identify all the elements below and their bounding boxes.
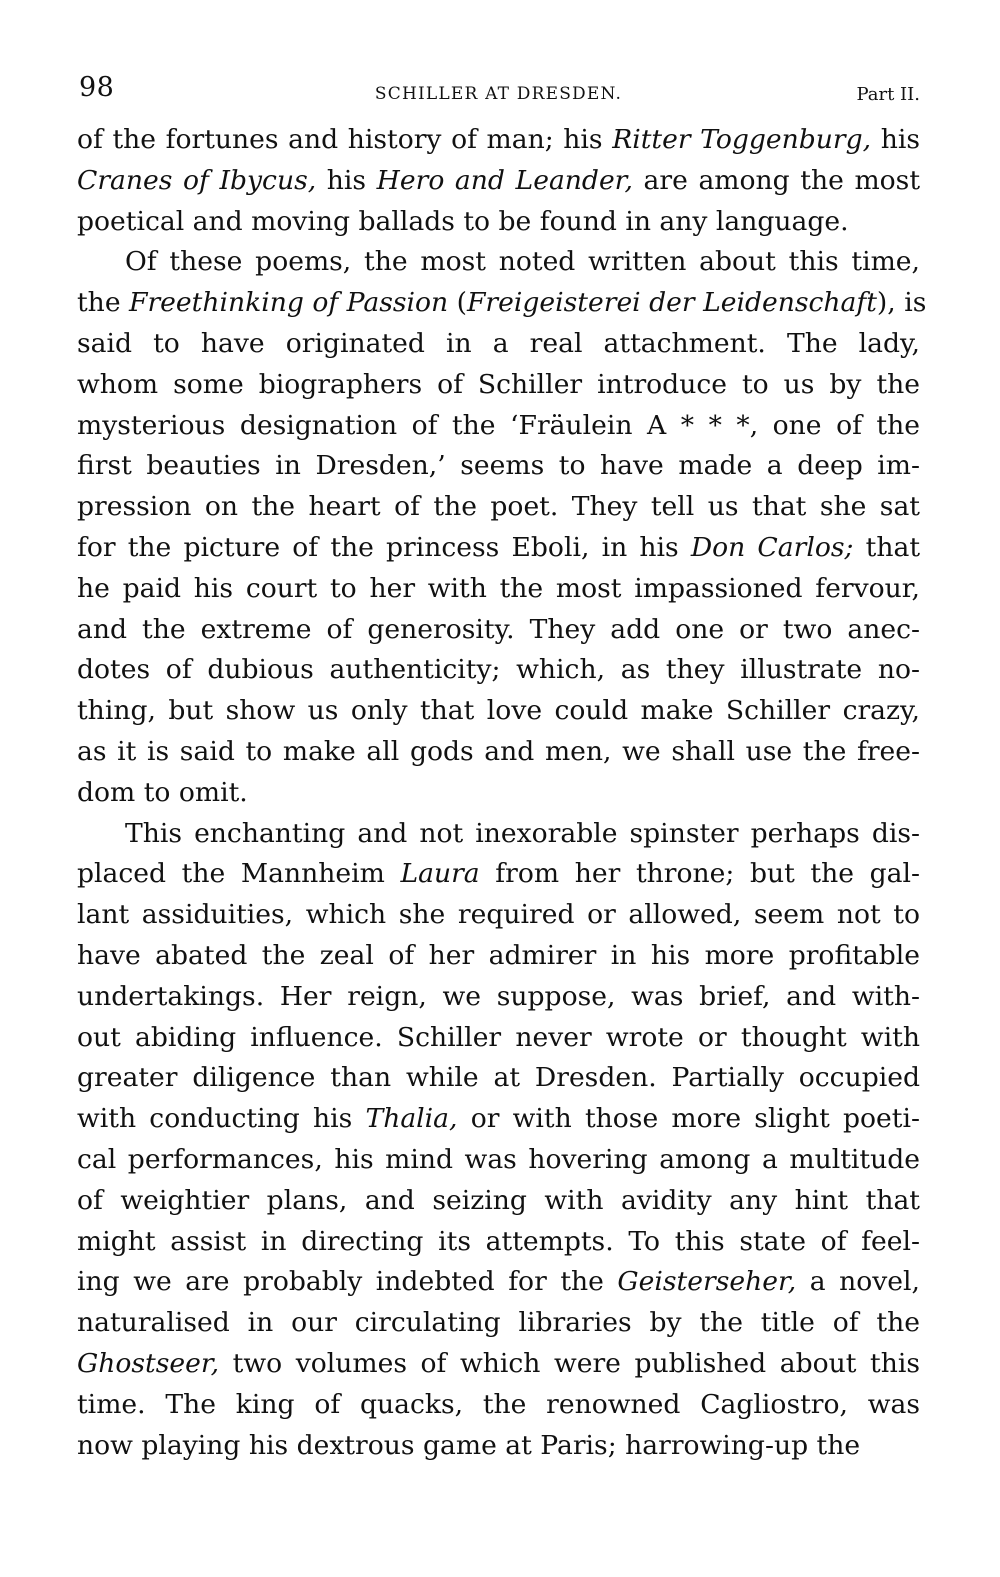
text-run: as it is said to make all gods and men, we shall use the free-	[77, 735, 920, 767]
text-run: placed the Mannheim	[77, 858, 401, 890]
part-label: Part II.	[856, 84, 920, 105]
text-run: Of these poems, the most noted written about this time,	[125, 246, 920, 278]
text-line	[77, 732, 920, 773]
paragraph	[77, 242, 927, 813]
paragraph	[77, 120, 920, 242]
page-number: 98	[79, 72, 115, 103]
text-run: of weightier plans, and seizing with avidity any hint that	[77, 1184, 920, 1216]
text-line	[77, 1140, 920, 1181]
text-run: pression on the heart of the poet. They tell us that she sat	[77, 491, 920, 523]
text-run: might assist in directing its attempts. To this state of feel-	[77, 1225, 920, 1257]
text-run: a novel,	[796, 1266, 920, 1298]
text-line	[77, 446, 920, 487]
text-run: ), is	[876, 287, 927, 319]
text-line	[77, 528, 920, 569]
italic-title: Cranes of Ibycus,	[77, 164, 317, 196]
italic-title: Ghostseer,	[77, 1347, 220, 1379]
text-line	[77, 202, 920, 243]
text-run: with conducting his	[77, 1103, 366, 1135]
paragraph	[77, 814, 920, 1467]
text-run: of the fortunes and history of man; his	[77, 124, 613, 155]
text-line	[77, 773, 920, 814]
text-line	[77, 1181, 920, 1222]
text-run: his	[316, 164, 377, 196]
text-line	[77, 242, 920, 283]
text-run: (	[448, 287, 467, 319]
text-run: dotes of dubious authenticity; which, as they illustrate no-	[77, 654, 920, 686]
text-run: said to have originated in a real attachment. The lady,	[77, 327, 920, 359]
text-line	[77, 895, 920, 936]
text-run: his	[871, 124, 920, 155]
text-line	[77, 324, 920, 365]
text-line	[77, 283, 927, 324]
text-run: poetical and moving ballads to be found in any language.	[77, 205, 849, 237]
text-run: and the extreme of generosity. They add one or two anec-	[77, 613, 920, 645]
book-page	[77, 72, 927, 1466]
text-run: are among the most	[632, 164, 921, 196]
text-line	[77, 936, 920, 977]
text-line	[77, 120, 920, 161]
text-run: from her throne; but the gal-	[479, 858, 920, 890]
text-run: undertakings. Her reign, we suppose, was brief, and with-	[77, 980, 920, 1012]
text-run: or with those more slight poeti-	[457, 1103, 920, 1135]
text-run: dom to omit.	[77, 776, 248, 808]
text-line	[77, 1303, 920, 1344]
text-line	[77, 1222, 920, 1263]
running-title: SCHILLER AT DRESDEN.	[374, 84, 623, 104]
text-run: thing, but show us only that love could make Schiller crazy,	[77, 695, 920, 727]
text-line	[77, 569, 920, 610]
text-run: lant assiduities, which she required or allowed, seem not to	[77, 899, 920, 931]
text-run: two volumes of which were published about this	[219, 1347, 920, 1379]
text-run: out abiding influence. Schiller never wrote or thought with	[77, 1021, 920, 1053]
italic-title: Don Carlos;	[690, 531, 854, 563]
text-line	[77, 161, 920, 202]
text-line	[77, 977, 920, 1018]
text-line	[77, 1344, 920, 1385]
text-line	[77, 650, 920, 691]
text-run: have abated the zeal of her admirer in his more profitable	[77, 939, 920, 971]
text-line	[77, 691, 920, 732]
text-line	[77, 854, 920, 895]
text-line	[77, 814, 920, 855]
text-line	[77, 1099, 920, 1140]
text-run: for the picture of the princess Eboli, in his	[77, 531, 691, 563]
text-run: greater diligence than while at Dresden. Partially occupied	[77, 1062, 920, 1094]
running-header	[77, 72, 920, 120]
text-run: the	[77, 287, 130, 319]
text-run: This enchanting and not inexorable spinster perhaps dis-	[125, 817, 920, 849]
text-line	[77, 1262, 920, 1303]
italic-title: Hero and Leander,	[376, 164, 633, 196]
text-run: ing we are probably indebted for the	[77, 1266, 618, 1298]
text-line	[77, 1426, 920, 1467]
text-run: he paid his court to her with the most impassioned fervour,	[77, 572, 920, 604]
text-run: first beauties in Dresden,’ seems to have made a deep im-	[77, 450, 920, 482]
text-line	[77, 365, 920, 406]
body-text	[77, 120, 927, 1466]
italic-title: Geisterseher,	[617, 1266, 797, 1298]
text-run: naturalised in our circulating libraries by the title of the	[77, 1307, 920, 1339]
text-run: cal performances, his mind was hovering among a multitude	[77, 1143, 920, 1175]
text-line	[77, 610, 920, 651]
text-run: mysterious designation of the ‘Fräulein A * * *, one of the	[77, 409, 920, 441]
text-run: that	[853, 531, 921, 563]
text-line	[77, 406, 920, 447]
text-line	[77, 1058, 920, 1099]
italic-title: Freigeisterei der Leidenschaft	[466, 287, 877, 319]
text-run: whom some biographers of Schiller introduce to us by the	[77, 368, 920, 400]
text-run: time. The king of quacks, the renowned Cagliostro, was	[77, 1388, 920, 1420]
text-line	[77, 1018, 920, 1059]
text-line	[77, 1385, 920, 1426]
italic-title: Ritter Toggenburg,	[612, 124, 872, 155]
italic-title: Laura	[400, 858, 480, 890]
text-line	[77, 487, 920, 528]
italic-title: Thalia,	[365, 1103, 458, 1135]
text-run: now playing his dextrous game at Paris; harrowing-up the	[77, 1429, 861, 1461]
italic-title: Freethinking of Passion	[129, 287, 449, 319]
